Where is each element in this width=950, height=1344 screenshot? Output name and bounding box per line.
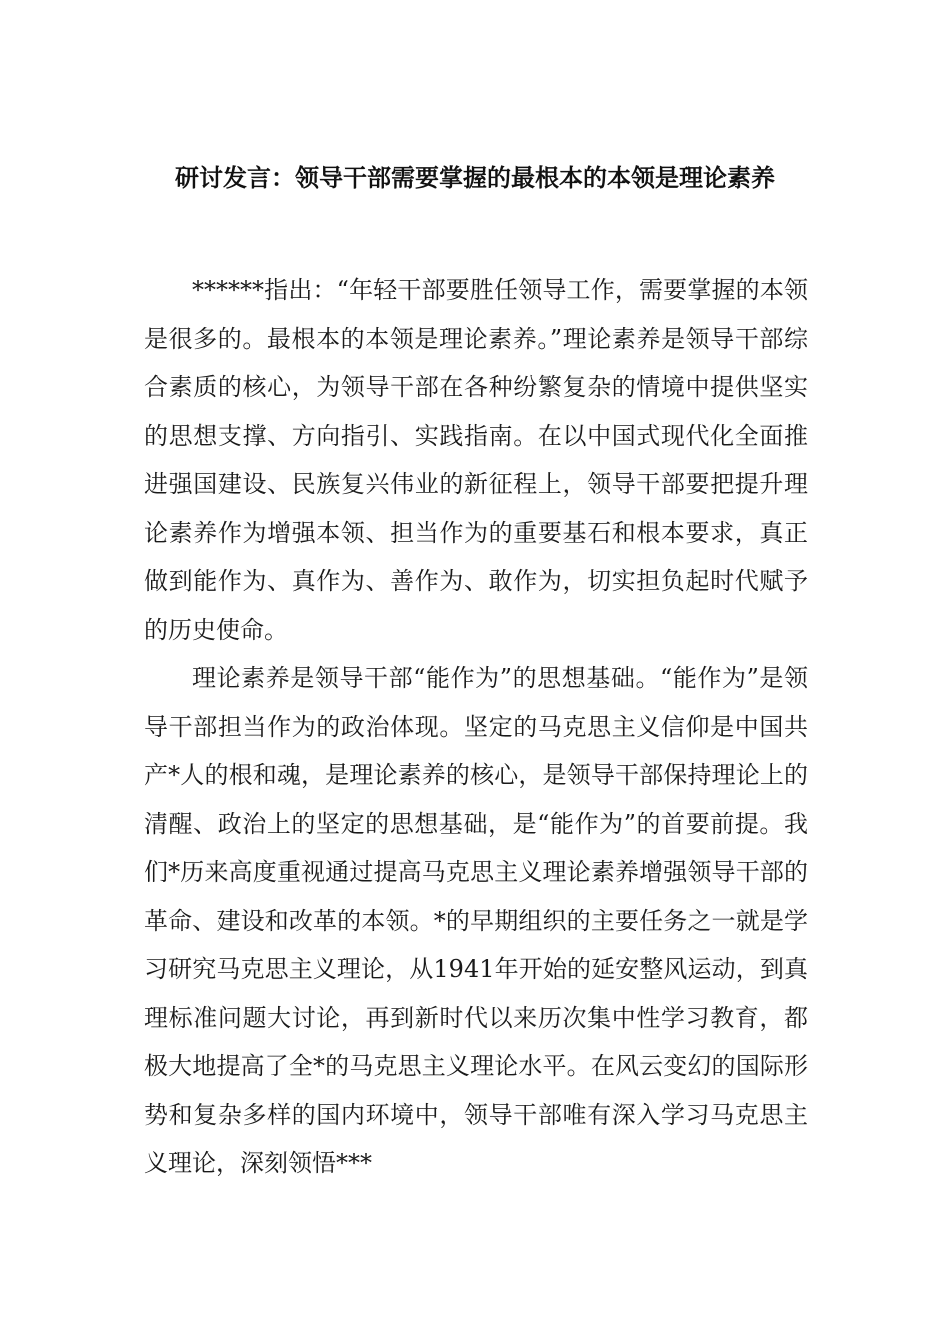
paragraph-2: 理论素养是领导干部“能作为”的思想基础。“能作为”是领导干部担当作为的政治体现。坚定的马克思主义信仰是中国共产*人的根和魂，是理论素养的核心，是领导干部保持理论上的清醒、政治上的坚定的思想基础，是“能作为”的首要前提。我们*历来高度重视通过提高马克思主义理论素养增强领导干部的革命、建设和改革的本领。*的早期组织的主要任务之一就是学习研究马克思主义理论，从1941年开始的延安整风运动，到真理标准问题大讨论，再到新时代以来历次集中性学习教育，都极大地提高了全*的马克思主义理论水平。在风云变幻的国际形势和复杂多样的国内环境中，领导干部唯有深入学习马克思主义理论，深刻领悟*** <box>144 664 808 1177</box>
document-title: 研讨发言：领导干部需要掌握的最根本的本领是理论素养 <box>175 163 775 192</box>
paragraph-1: ******指出：“年轻干部要胜任领导工作，需要掌握的本领是很多的。最根本的本领是理论素养。”理论素养是领导干部综合素质的核心，为领导干部在各种纷繁复杂的情境中提供坚实的思想支撑、方向指引、实践指南。在以中国式现代化全面推进强国建设、民族复兴伟业的新征程上，领导干部要把提升理论素养作为增强本领、担当作为的重要基石和根本要求，真正做到能作为、真作为、善作为、敢作为，切实担负起时代赋予的历史使命。 <box>144 276 808 644</box>
document-body <box>144 266 808 1188</box>
